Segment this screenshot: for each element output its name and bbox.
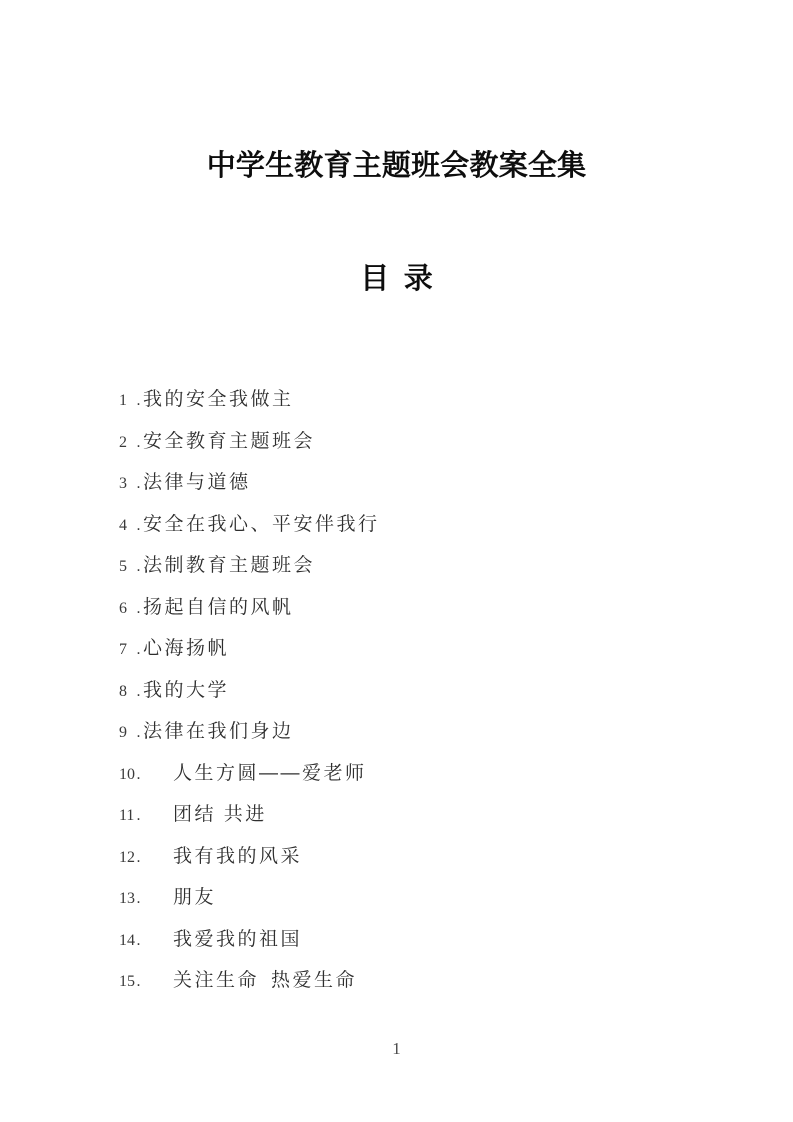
document-title: 中学生教育主题班会教案全集 (206, 150, 587, 182)
toc-item-title: 我的安全我做主 (143, 389, 294, 410)
toc-item (119, 794, 753, 836)
toc-item-separator: . (136, 931, 141, 949)
toc-item (119, 753, 753, 795)
toc-item (119, 379, 753, 421)
toc-item-separator: . (136, 599, 141, 617)
toc-item-number: 12 (119, 848, 135, 866)
toc-item-number: 13 (119, 890, 135, 907)
toc-item-separator: . (136, 807, 141, 824)
toc-item-title: 安全在我心、平安伴我行 (143, 513, 380, 535)
toc-item-separator: . (136, 392, 141, 409)
toc-heading: 目 录 (360, 263, 433, 295)
toc-item-title: 法制教育主题班会 (143, 555, 316, 576)
toc-item-number: 1 (119, 392, 127, 409)
toc-item-title: 人生方圆——爱老师 (173, 762, 367, 784)
toc-item-separator: . (136, 433, 141, 451)
toc-item-number: 4 (119, 516, 127, 534)
toc-item (119, 836, 753, 878)
toc-item-number: 3 (119, 475, 127, 492)
toc-item (119, 545, 753, 587)
toc-item-number: 11 (119, 807, 135, 824)
toc-item-separator: . (136, 765, 141, 783)
toc-item-title: 朋友 (173, 887, 217, 908)
toc-item (119, 960, 753, 1002)
toc-item-number: 9 (119, 724, 127, 741)
toc-item-title: 法律与道德 (143, 472, 251, 493)
toc-item (119, 462, 753, 504)
toc-item-number: 14 (119, 931, 135, 949)
toc-item-title: 关注生命 热爱生命 (173, 970, 358, 991)
toc-item (119, 877, 753, 919)
toc-item (119, 711, 753, 753)
toc-item-separator: . (136, 682, 141, 700)
toc-item (119, 670, 753, 712)
toc-item-separator: . (136, 724, 141, 741)
toc-item-number: 15 (119, 973, 135, 990)
toc-item-number: 8 (119, 682, 127, 700)
toc-item-number: 10 (119, 765, 135, 783)
toc-item-separator: . (136, 475, 141, 492)
toc-list (119, 379, 753, 1002)
toc-item-title: 我有我的风采 (173, 845, 303, 867)
toc-item-number: 2 (119, 433, 127, 451)
toc-item-title: 扬起自信的风帆 (143, 596, 294, 618)
toc-item-title: 法律在我们身边 (143, 721, 294, 742)
toc-item-title: 我爱我的祖国 (173, 928, 303, 950)
page-number: 1 (392, 1039, 401, 1058)
toc-item (119, 587, 753, 629)
toc-item-title: 我的大学 (143, 679, 230, 701)
toc-item-title: 团结 共进 (173, 804, 267, 825)
toc-item-separator: . (136, 641, 141, 658)
toc-item-title: 安全教育主题班会 (143, 430, 316, 452)
toc-item-separator: . (136, 890, 141, 907)
toc-item-separator: . (136, 516, 141, 534)
toc-item (119, 919, 753, 961)
toc-item (119, 504, 753, 546)
toc-item-separator: . (136, 973, 141, 990)
toc-item (119, 421, 753, 463)
toc-item-number: 7 (119, 641, 127, 658)
toc-item-separator: . (136, 848, 141, 866)
toc-item-title: 心海扬帆 (143, 638, 230, 659)
toc-item (119, 628, 753, 670)
toc-item-number: 6 (119, 599, 127, 617)
toc-item-number: 5 (119, 558, 127, 575)
toc-item-separator: . (136, 558, 141, 575)
